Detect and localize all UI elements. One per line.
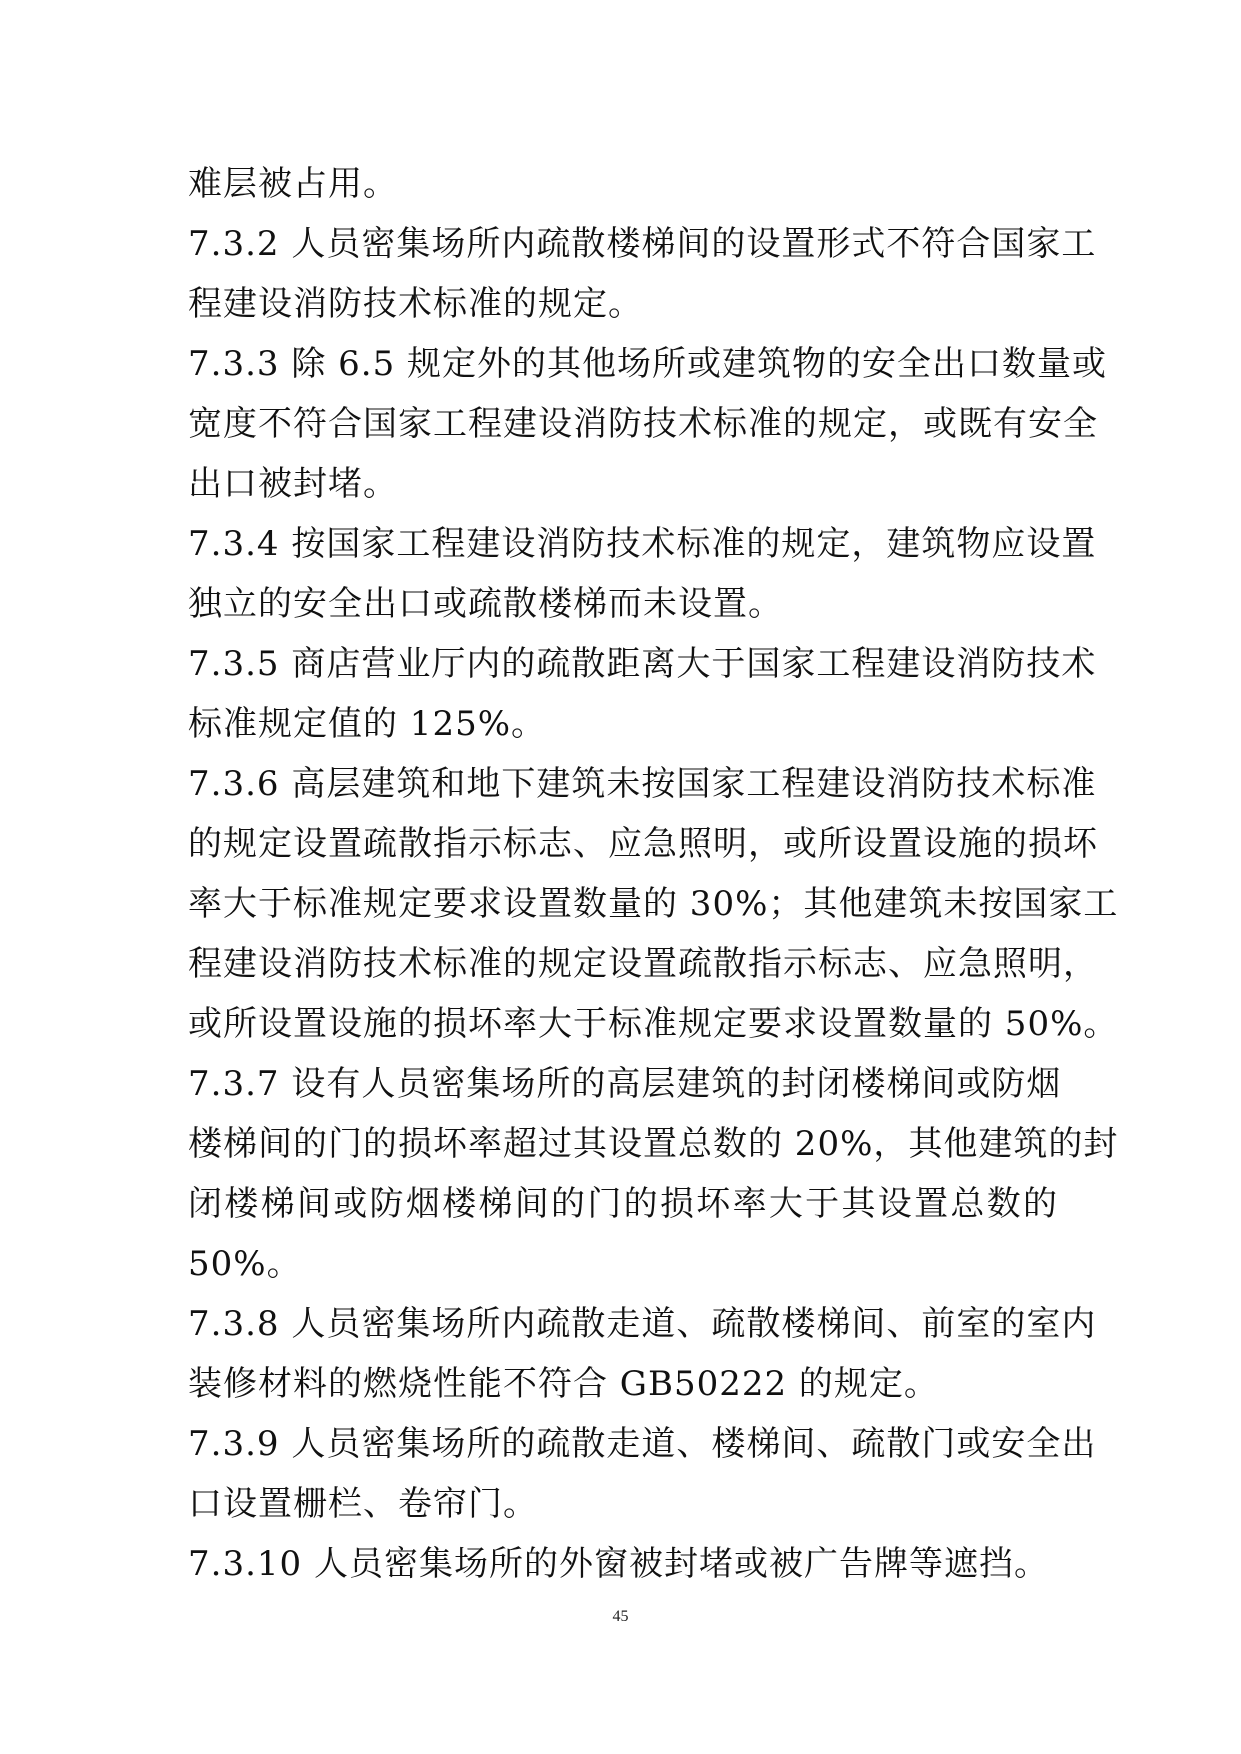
text-line: 闭楼梯间或防烟楼梯间的门的损坏率大于其设置总数的 (188, 1184, 1058, 1224)
text-line: 独立的安全出口或疏散楼梯而未设置。 (188, 584, 783, 624)
text-line: 率大于标准规定要求设置数量的 30%；其他建筑未按国家工 (188, 884, 1119, 924)
text-line: 或所设置设施的损坏率大于标准规定要求设置数量的 50%。 (188, 1004, 1119, 1044)
text-line: 程建设消防技术标准的规定设置疏散指示标志、应急照明， (188, 944, 1098, 984)
text-line: 难层被占用。 (188, 164, 398, 204)
text-line: 50%。 (188, 1244, 302, 1284)
text-line: 宽度不符合国家工程建设消防技术标准的规定，或既有安全 (188, 404, 1098, 444)
text-line: 7.3.2 人员密集场所内疏散楼梯间的设置形式不符合国家工 (188, 224, 1097, 264)
text-line: 7.3.4 按国家工程建设消防技术标准的规定，建筑物应设置 (188, 524, 1097, 564)
text-line: 7.3.9 人员密集场所的疏散走道、楼梯间、疏散门或安全出 (188, 1424, 1097, 1464)
text-line: 7.3.8 人员密集场所内疏散走道、疏散楼梯间、前室的室内 (188, 1304, 1097, 1344)
text-line: 楼梯间的门的损坏率超过其设置总数的 20%，其他建筑的封 (188, 1124, 1119, 1164)
text-line: 标准规定值的 125%。 (188, 704, 547, 744)
page-number: 45 (612, 1608, 629, 1625)
text-line: 7.3.6 高层建筑和地下建筑未按国家工程建设消防技术标准 (188, 764, 1097, 804)
text-line: 的规定设置疏散指示标志、应急照明，或所设置设施的损坏 (188, 824, 1098, 864)
text-line: 装修材料的燃烧性能不符合 GB50222 的规定。 (188, 1364, 939, 1404)
text-line: 出口被封堵。 (188, 464, 398, 504)
text-line: 7.3.7 设有人员密集场所的高层建筑的封闭楼梯间或防烟 (188, 1064, 1062, 1104)
text-line: 7.3.10 人员密集场所的外窗被封堵或被广告牌等遮挡。 (188, 1544, 1049, 1584)
text-line: 7.3.5 商店营业厅内的疏散距离大于国家工程建设消防技术 (188, 644, 1097, 684)
document-body (188, 154, 1119, 1594)
text-line: 口设置栅栏、卷帘门。 (188, 1484, 538, 1524)
text-line: 程建设消防技术标准的规定。 (188, 284, 643, 324)
text-line: 7.3.3 除 6.5 规定外的其他场所或建筑物的安全出口数量或 (188, 344, 1108, 384)
